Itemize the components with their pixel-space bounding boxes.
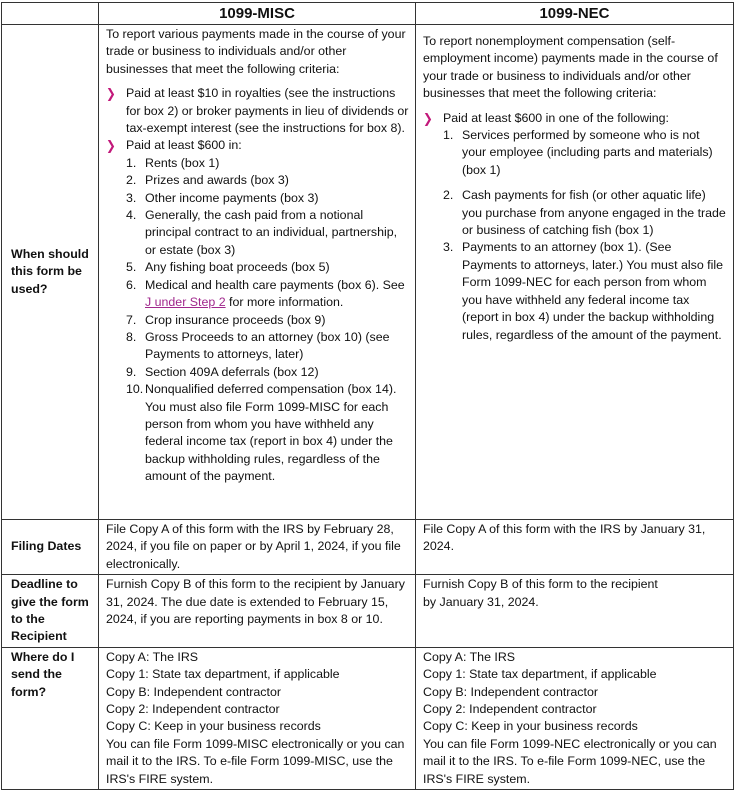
chevron-right-icon: ❯ — [106, 86, 116, 102]
misc-bullet-600-text: Paid at least $600 in: — [126, 138, 242, 153]
cell-where-nec — [416, 647, 734, 789]
list-text-before: Medical and health care payments (box 6). See — [145, 277, 405, 292]
header-1099-nec: 1099-NEC — [416, 3, 734, 25]
misc-list-item — [106, 329, 409, 364]
misc-list-item — [106, 312, 409, 329]
row-label-where: Where do I send the form? — [2, 647, 99, 789]
misc-list-item — [106, 277, 409, 312]
nec-list-item — [423, 187, 727, 239]
list-number: 2. — [126, 173, 137, 188]
list-number: 7. — [126, 312, 137, 327]
row-filing — [2, 520, 734, 575]
cell-where-misc — [99, 647, 416, 789]
nec-list-item — [423, 127, 727, 179]
row-label-filing: Filing Dates — [2, 520, 99, 575]
nec-list-item — [423, 239, 727, 343]
cell-deadline-nec — [416, 575, 734, 648]
row-when — [2, 25, 734, 520]
header-1099-misc: 1099-MISC — [99, 3, 416, 25]
row-where — [2, 647, 734, 789]
list-text: Nonqualified deferred compensation (box 14). You must also file Form 1099-MISC for each person from whom you have withheld any federal income tax (report in box 4) under the backup withholding rules, regardless of the amount of the payment. — [145, 382, 397, 484]
list-number: 5. — [126, 260, 137, 275]
nec-copy-line: Copy C: Keep in your business records — [423, 719, 638, 734]
list-number: 2. — [443, 188, 454, 203]
misc-bullet-600 — [106, 137, 409, 154]
list-gap — [423, 179, 727, 187]
nec-copy-line: Copy 2: Independent contractor — [423, 702, 597, 717]
misc-copy-line: Copy C: Keep in your business records — [106, 719, 321, 734]
list-number: 8. — [126, 329, 137, 344]
cell-filing-misc: File Copy A of this form with the IRS by February 28, 2024, if you file on paper or by April 1, 2024, if you file electronically. — [99, 520, 416, 575]
list-number: 1. — [443, 128, 454, 143]
header-row — [2, 3, 734, 25]
list-text: Services performed by someone who is not your employee (including parts and materials) (box 1) — [462, 128, 713, 177]
list-text: Rents (box 1) — [145, 155, 220, 170]
list-text: Cash payments for fish (or other aquatic life) you purchase from anyone engaged in the trade or business of catching fish (box 1) — [462, 188, 726, 238]
misc-copy-line: Copy 1: State tax department, if applicable — [106, 667, 340, 682]
misc-copy-line: Copy B: Independent contractor — [106, 684, 281, 699]
comparison-table — [1, 2, 734, 790]
nec-bullet-600-text: Paid at least $600 in one of the following: — [443, 110, 669, 125]
nec-deadline-line1: Furnish Copy B of this form to the recipient — [423, 577, 658, 592]
misc-when-intro: To report various payments made in the course of your trade or business to individuals and/or other businesses that meet the following criteria: — [106, 27, 406, 76]
nec-copy-line: Copy B: Independent contractor — [423, 684, 598, 699]
misc-list-item — [106, 155, 409, 172]
list-text: Any fishing boat proceeds (box 5) — [145, 260, 330, 275]
cell-when-nec — [416, 25, 734, 520]
row-label-when: When should this form be used? — [2, 25, 99, 520]
misc-list-item — [106, 207, 409, 259]
nec-efile-text: You can file Form 1099-NEC electronically or you can mail it to the IRS. To e-file Form 1099-NEC, use the IRS's FIRE system. — [423, 736, 717, 786]
misc-copy-line: Copy 2: Independent contractor — [106, 702, 280, 717]
list-text: Payments to an attorney (box 1). (See Payments to attorneys, later.) You must also file Form 1099-NEC for each person from whom you have withheld any federal income tax (report in box 4) under the backup withholding rules, regardless of the amount of the payment. — [462, 240, 724, 342]
nec-copies-list — [423, 649, 727, 736]
misc-efile-text: You can file Form 1099-MISC electronically or you can mail it to the IRS. To e-file Form 1099-MISC, use the IRS's FIRE system. — [106, 736, 405, 786]
row-label-deadline: Deadline to give the form to the Recipient — [2, 575, 99, 648]
list-text: Generally, the cash paid from a notional principal contract to an individual, partnership, or estate (box 3) — [145, 208, 398, 257]
nec-copy-line: Copy A: The IRS — [423, 649, 516, 664]
list-text: Gross Proceeds to an attorney (box 10) (see Payments to attorneys, later) — [145, 329, 390, 362]
list-number: 1. — [126, 155, 137, 170]
list-number: 10. — [126, 382, 144, 397]
list-number: 6. — [126, 277, 137, 292]
misc-copy-line: Copy A: The IRS — [106, 649, 199, 664]
misc-list-item — [106, 381, 409, 485]
list-text-after: for more information. — [225, 295, 344, 310]
list-text: Crop insurance proceeds (box 9) — [145, 312, 326, 327]
row-deadline — [2, 575, 734, 648]
chevron-right-icon: ❯ — [423, 110, 433, 126]
list-number: 3. — [126, 190, 137, 205]
list-text: Prizes and awards (box 3) — [145, 173, 289, 188]
cell-filing-nec: File Copy A of this form with the IRS by January 31, 2024. — [416, 520, 734, 575]
list-number: 4. — [126, 208, 137, 223]
nec-bullet-600 — [423, 110, 727, 127]
nec-when-intro: To report nonemployment compensation (self-employment income) payments made in the course of your trade or business to individuals and/or other businesses that meet the following criteria: — [423, 34, 718, 101]
nec-copy-line: Copy 1: State tax department, if applicable — [423, 667, 657, 682]
misc-list-item — [106, 190, 409, 207]
list-text: Section 409A deferrals (box 12) — [145, 364, 319, 379]
cell-when-misc — [99, 25, 416, 520]
comparison-table-wrapper — [1, 2, 734, 790]
cell-deadline-misc: Furnish Copy B of this form to the recipient by January 31, 2024. The due date is extended to February 15, 2024, if you are reporting payments in box 8 or 10. — [99, 575, 416, 648]
misc-list-item — [106, 259, 409, 276]
j-under-step-2-link[interactable]: J under Step 2 — [145, 295, 226, 310]
list-text: Other income payments (box 3) — [145, 190, 319, 205]
list-number: 3. — [443, 240, 454, 255]
chevron-right-icon: ❯ — [106, 138, 116, 154]
nec-deadline-line2: by January 31, 2024. — [423, 594, 539, 609]
misc-bullet-royalties-text: Paid at least $10 in royalties (see the instructions for box 2) or broker payments in lieu of dividends or tax-exempt interest (see the instructions for box 8). — [126, 86, 409, 136]
misc-bullet-royalties — [106, 85, 409, 137]
misc-copies-list — [106, 649, 409, 736]
header-blank — [2, 3, 99, 25]
misc-list-item — [106, 172, 409, 189]
list-number: 9. — [126, 364, 137, 379]
misc-numbered-list — [106, 155, 409, 486]
nec-numbered-list — [423, 127, 727, 344]
misc-list-item — [106, 364, 409, 381]
